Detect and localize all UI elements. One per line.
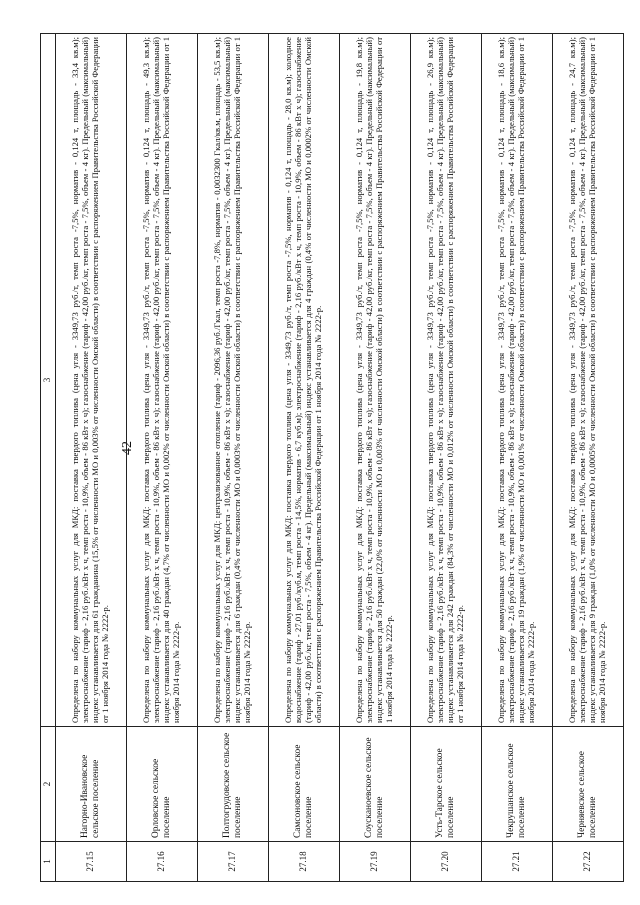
data-table bbox=[40, 33, 624, 882]
table-row bbox=[269, 34, 340, 882]
row-number: 27.22 bbox=[553, 842, 624, 882]
settlement-name: Самсоновское сельское поселение bbox=[269, 727, 340, 842]
settlement-name: Полтогрудовское сельское поселение bbox=[198, 727, 269, 842]
column-header-1: 1 bbox=[41, 842, 56, 882]
table-row bbox=[127, 34, 198, 882]
page-number: 42 bbox=[120, 441, 135, 455]
table-row bbox=[482, 34, 553, 882]
row-description: Определена по набору коммунальных услуг для МКД: поставка твердого топлива (цена угля - 3349,73 руб./т, темп роста -7,5%, норматив - 0,124 т, площадь - 24,7 кв.м); электроснабжение (тариф - 2,16 руб./кВт х ч, темп роста - 10,9%, объем - 86 кВт х ч); газоснабжение (тариф - 42,00 руб./кг, темп роста - 7,5%, объем - 4 кг). Предельный (максимальный) индекс устанавливается для 9 граждан (1,0% от численности МО и 0,0005% от численности Омской области) в соответствии с распоряжением Правительства Российской Федерации от 1 ноября 2014 года № 2222-р. bbox=[553, 34, 624, 727]
table-row bbox=[198, 34, 269, 882]
table-row bbox=[553, 34, 624, 882]
row-number: 27.18 bbox=[269, 842, 340, 882]
settlement-name: Соусканоевское сельское поселение bbox=[340, 727, 411, 842]
row-number: 27.17 bbox=[198, 842, 269, 882]
column-header-3: 3 bbox=[41, 34, 56, 727]
settlement-name: Нагорно-Ивановское сельское поселение bbox=[56, 727, 127, 842]
row-description: Определена по набору коммунальных услуг для МКД: поставка твердого топлива (цена угля - 3349,73 руб./т, темп роста -7,5%, норматив - 0,124 т, площадь - 28,0 кв.м); холодное водоснабжение (тариф - 27,01 руб./куб.м, темп роста - 14,5%, норматив - 6,7 куб.м); электроснабжение (тариф - 2,16 руб./кВт х ч, темп роста - 10,9%, объем - 86 кВт х ч); газоснабжение (тариф - 42,00 руб./кг, темп роста - 7,5%, объем - 4 кг). Предельный (максимальный) индекс устанавливается для 4 граждан (0,4% от численности МО и 0,0002% от численности Омской области) в соответствии с распоряжением Правительства Российской Федерации от 1 ноября 2014 года № 2222-р. bbox=[269, 34, 340, 727]
row-description: Определена по набору коммунальных услуг для МКД: централизованное отопление (тариф - 2096,36 руб./Гкал, темп роста -7,8%, норматив - 0,0032300 Гкал/кв.м, площадь - 53,5 кв.м); электроснабжение (тариф - 2,16 руб./кВт х ч, темп роста - 10,9%, объем - 86 кВт х ч); газоснабжение (тариф - 42,00 руб./кг, темп роста - 7,5%, объем - 4 кг). Предельный (максимальный) индекс устанавливается для 6 граждан (0,4% от численности МО и 0,0003% от численности Омской области) в соответствии с распоряжением Правительства Российской Федерации от 1 ноября 2014 года № 2222-р. bbox=[198, 34, 269, 727]
row-description: Определена по набору коммунальных услуг для МКД: поставка твердого топлива (цена угля - 3349,73 руб./т, темп роста -7,5%, норматив - 0,124 т, площадь - 26,9 кв.м); электроснабжение (тариф - 2,16 руб./кВт х ч, темп роста - 10,9%, объем - 86 кВт х ч); газоснабжение (тариф - 42,00 руб./кг, темп роста - 7,5%, объем - 4 кг). Предельный (максимальный) индекс устанавливается для 242 граждан (84,3% от численности МО и 0,012% от численности Омской области) в соответствии с распоряжением Правительства Российской Федерации от 1 ноября 2014 года № 2222-р. bbox=[411, 34, 482, 727]
table-row bbox=[411, 34, 482, 882]
settlement-name: Орловское сельское поселение bbox=[127, 727, 198, 842]
row-description: Определена по набору коммунальных услуг для МКД: поставка твердого топлива (цена угля - 3349,73 руб./т, темп роста -7,5%, норматив - 0,124 т, площадь - 33,4 кв.м); электроснабжение (тариф - 2,16 руб./кВт х ч, темп роста - 10,9%, объем - 86 кВт х ч); газоснабжение (тариф - 42,00 руб./кг, темп роста - 7,5%, объем - 4 кг). Предельный (максимальный) индекс устанавливается для 61 гражданина (15,5% от численности МО и 0,003% от численности Омской области) в соответствии с распоряжением Правительства Российской Федерации от 1 ноября 2014 года № 2222-р. bbox=[56, 34, 127, 727]
row-description: Определена по набору коммунальных услуг для МКД: поставка твердого топлива (цена угля - 3349,73 руб./т, темп роста -7,5%, норматив - 0,124 т, площадь - 18,6 кв.м); электроснабжение (тариф - 2,16 руб./кВт х ч, темп роста - 10,9%, объем - 86 кВт х ч); газоснабжение (тариф - 42,00 руб./кг, темп роста - 7,5%, объем - 4 кг). Предельный (максимальный) индекс устанавливается для 19 граждан (1,9% от численности МО и 0,001% от численности Омской области) в соответствии с распоряжением Правительства Российской Федерации от 1 ноября 2014 года № 2222-р. bbox=[482, 34, 553, 727]
row-description: Определена по набору коммунальных услуг для МКД: поставка твердого топлива (цена угля - 3349,73 руб./т, темп роста -7,5%, норматив - 0,124 т, площадь - 19,8 кв.м); электроснабжение (тариф - 2,16 руб./кВт х ч, темп роста - 10,9%, объем - 86 кВт х ч); газоснабжение (тариф - 42,00 руб./кг, темп роста - 7,5%, объем - 4 кг). Предельный (максимальный) индекс устанавливается для 50 граждан (22,0% от численности МО и 0,003% от численности Омской области) в соответствии с распоряжением Правительства Российской Федерации от 1 ноября 2014 года № 2222-р. bbox=[340, 34, 411, 727]
row-number: 27.20 bbox=[411, 842, 482, 882]
table-row bbox=[56, 34, 127, 882]
row-number: 27.15 bbox=[56, 842, 127, 882]
settlement-name: Усть-Тарское сельское поселение bbox=[411, 727, 482, 842]
settlement-name: Чекрушанское сельское поселение bbox=[482, 727, 553, 842]
column-header-2: 2 bbox=[41, 727, 56, 842]
rotated-table-container bbox=[40, 34, 624, 882]
row-number: 27.16 bbox=[127, 842, 198, 882]
table-row bbox=[340, 34, 411, 882]
row-description: Определена по набору коммунальных услуг для МКД: поставка твердого топлива (цена угля - 3349,73 руб./т, темп роста -7,5%, норматив - 0,124 т, площадь - 49,3 кв.м); электроснабжение (тариф - 2,16 руб./кВт х ч, темп роста - 10,9%, объем - 86 кВт х ч); газоснабжение (тариф - 42,00 руб./кг, темп роста - 7,5%, объем - 4 кг). Предельный (максимальный) индекс устанавливается для 40 граждан (4,7% от численности МО и 0,002% от численности Омской области) в соответствии с распоряжением Правительства Российской Федерации от 1 ноября 2014 года № 2222-р. bbox=[127, 34, 198, 727]
table-header-row bbox=[41, 34, 56, 882]
settlement-name: Черняевское сельское поселение bbox=[553, 727, 624, 842]
row-number: 27.19 bbox=[340, 842, 411, 882]
row-number: 27.21 bbox=[482, 842, 553, 882]
